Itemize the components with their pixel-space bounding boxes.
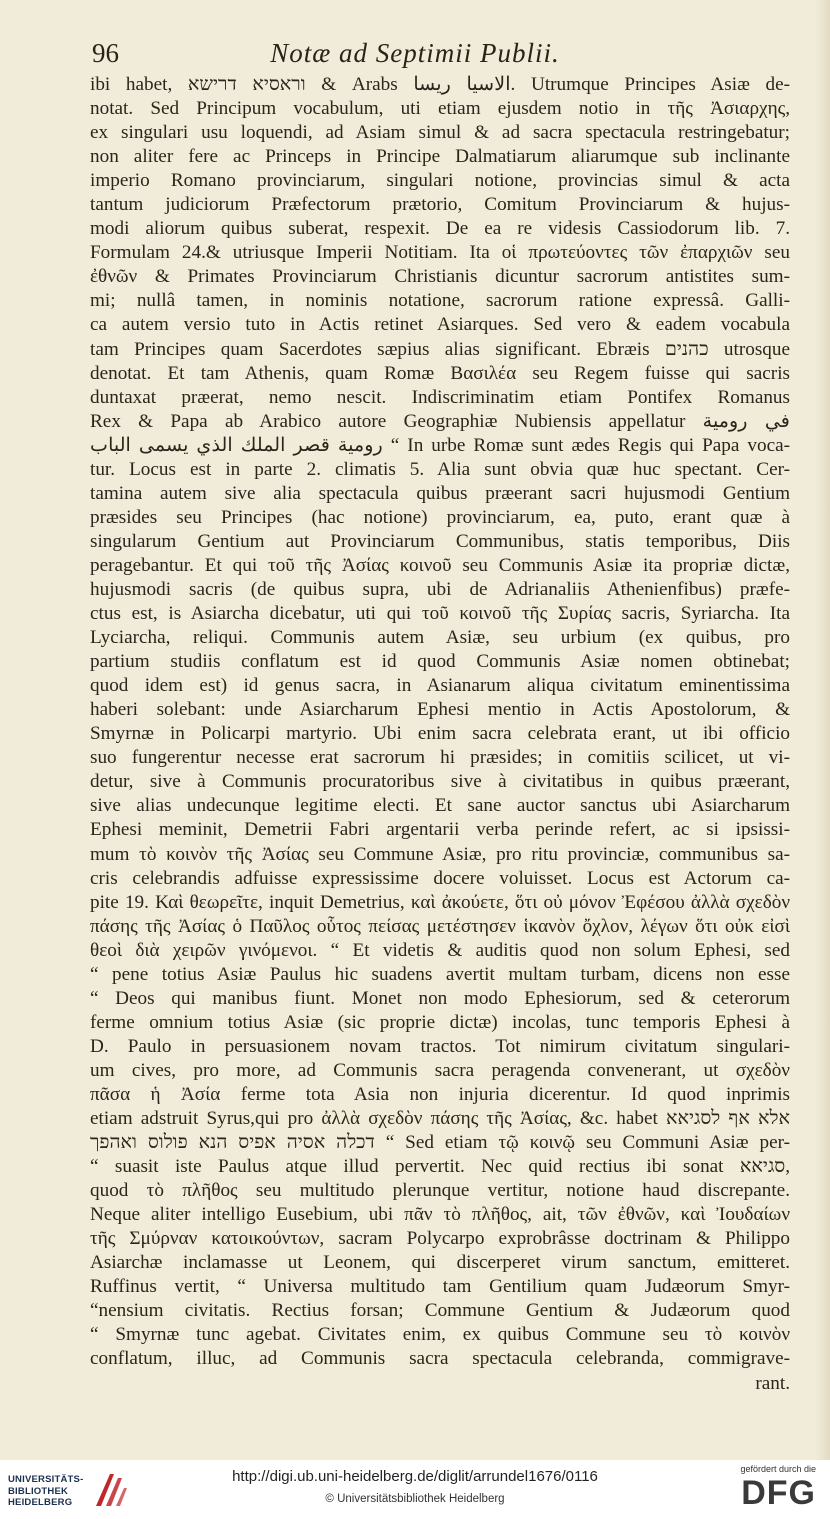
text-line: τῆς Σμύρναν κατοικούντων, sacram Polycarpo exprobrâsse doctrinam & Philippo	[90, 1228, 790, 1250]
text-line: ibi habet, וראסיא דרישא & Arabs الاسيا ريسا. Utrumque Principes Asiæ de-	[90, 74, 790, 95]
text-line: suo fungerentur necesse erat sacrorum hi præsides; in comitiis scilicet, ut vi-	[90, 747, 790, 769]
text-line: Ruffinus vertit, “ Universa multitudo tam Gentilium quam Judæorum Smyr-	[90, 1276, 790, 1298]
text-line: “ Deos qui manibus fiunt. Monet non modo Ephesiorum, sed & ceterorum	[90, 987, 790, 1009]
text-line: “ pene totius Asiæ Paulus hic suadens avertit multam turbam, dicens non esse	[90, 963, 790, 985]
text-line: partium studiis conflatum est id quod Communis Asiæ nomen obtinebat;	[90, 651, 790, 673]
text-line: ferme omnium totius Asiæ (sic proprie dictæ) incolas, tunc temporis Ephesi à	[90, 1011, 790, 1033]
text-line: θεοὶ διὰ χειρῶν γινόμενοι. “ Et videtis & auditis quod non solum Ephesi, sed	[90, 939, 790, 961]
running-head	[0, 38, 830, 78]
text-line: haberi solebant: unde Asiarcharum Ephesi mentio in Actis Apostolorum, &	[90, 699, 790, 721]
funder-caption: gefördert durch die	[740, 1464, 816, 1474]
text-line: cris celebrandis adfuisse expressissime docere voluisset. Locus est Actorum ca-	[90, 867, 790, 889]
text-line: ἐθνῶν & Primates Provinciarum Christianis dicuntur sacrorum antistites sum-	[90, 266, 790, 288]
copyright-notice: © Universitätsbibliothek Heidelberg	[325, 1493, 505, 1505]
text-line: mum τὸ κοινὸν τῆς Ἀσίας seu Commune Asiæ, pro ritu provinciæ, communibus sa-	[90, 843, 790, 865]
text-line: quod idem est) id genus sacra, in Asianarum aliqua civitatum eminentissima	[90, 675, 790, 697]
running-title: Notæ ad Septimii Publii.	[270, 38, 560, 68]
text-line: denotat. Et tam Athenis, quam Romæ Βασιλέα seu Regem fuisse qui sacris	[90, 362, 790, 384]
text-line: rant.	[755, 1372, 790, 1394]
text-line: Formulam 24.& utriusque Imperii Notitiam. Ita οἱ πρωτεύοντες τῶν ἐπαρχιῶν seu	[90, 242, 790, 264]
text-line: πᾶσα ἡ Ἀσία ferme tota Asia non injuria dicerentur. Id quod inprimis	[90, 1083, 790, 1105]
text-line: duntaxat præerat, nemo nescit. Indiscriminatim etiam Pontifex Romanus	[90, 386, 790, 408]
text-line: Ephesi meminit, Demetrii Fabri argentarii verba perinde refert, ac si ipsissi-	[90, 819, 790, 841]
text-line: tam Principes quam Sacerdotes sæpius alias significant. Ebræis כהנים utrosque	[90, 338, 790, 360]
text-line: דכלה אסיה אפיס הנא פולוס ואהפך “ Sed etiam τῷ κοινῷ seu Communi Asiæ per-	[90, 1132, 790, 1154]
text-line: Asiarchæ inclamasse ut Leonem, qui discerperet virum sanctum, emitteret.	[90, 1252, 790, 1274]
text-line: conflatum, illuc, ad Communis sacra spectacula celebranda, commigrave-	[90, 1348, 790, 1370]
text-line: Smyrnæ in Policarpi martyrio. Ubi enim sacra celebrata erant, ut ibi officio	[90, 723, 790, 745]
text-line: ex singulari usu loquendi, ad Asiam simul & ad sacra spectacula restringebatur;	[90, 122, 790, 144]
text-line: Lyciarcha, reliqui. Communis autem Asiæ, seu urbium (ex quibus, pro	[90, 627, 790, 649]
library-logo-text: UNIVERSITÄTS- BIBLIOTHEK HEIDELBERG	[8, 1474, 84, 1508]
dfg-funder-logo[interactable]	[726, 1464, 816, 1516]
text-line: modi aliorum quibus suberat, respexit. De ea re videsis Cassiodorum lib. 7.	[90, 218, 790, 240]
text-line: hujusmodi sacris (de quibus supra, ubi de Adrianaliis Athenienfibus) præfe-	[90, 578, 790, 600]
text-line: “ suasit iste Paulus atque illud pervertit. Nec quid rectius ibi sonat סגיאא,	[90, 1156, 790, 1178]
text-line: ctus est, is Asiarcha dicebatur, uti qui τοῦ κοινοῦ τῆς Συρίας sacris, Syriarcha. Ita	[90, 603, 790, 625]
text-line: detur, sive à Communis procuratoribus sive à civitatibus in quibus præerant,	[90, 771, 790, 793]
text-line: رومية قصر الملك الذي يسمى الباب “ In urbe Romæ sunt ædes Regis qui Papa voca-	[90, 434, 790, 456]
text-line: non aliter fere ac Princeps in Principe Dalmatiarum aliarumque sub inclinante	[90, 146, 790, 168]
text-line: πάσης τῆς Ἀσίας ὁ Παῦλος οὗτος πείσας μετέστησεν ἱκανὸν ὄχλον, λέγων ὅτι οὐκ εἰσὶ	[90, 915, 790, 937]
text-line: tamina autem sive alia spectacula quibus præerant sacri hujusmodi Gentium	[90, 482, 790, 504]
permalink-url[interactable]: http://digi.ub.uni-heidelberg.de/diglit/arrundel1676/0116	[232, 1468, 598, 1485]
text-line: mi; nullâ tamen, in nominis notatione, sacrorum ratione expressâ. Galli-	[90, 290, 790, 312]
text-line: imperio Romano provinciarum, singulari notione, provincias simul & acta	[90, 170, 790, 192]
viewer-footer	[0, 1460, 830, 1519]
text-line: ca autem versio tuto in Actis retinet Asiarques. Sed vero & eadem vocabula	[90, 314, 790, 336]
text-line: D. Paulo in persuasionem novam tractos. Tot nimirum civitatum singulari-	[90, 1035, 790, 1057]
text-line: sive alias undecunque legitime electi. Et sane auctor sanctus ubi Asiarcharum	[90, 795, 790, 817]
page-number: 96	[92, 38, 119, 68]
text-line: etiam adstruit Syrus,qui pro ἀλλὰ σχεδὸν πάσης τῆς Ἀσίας, &c. habet אלא אף לסגיאא	[90, 1108, 790, 1130]
text-line: quod τὸ πλῆθος seu multitudo plerunque vertitur, notione haud discrepante.	[90, 1180, 790, 1202]
text-line: notat. Sed Principum vocabulum, uti etiam ejusdem notio in τῆς Ἀσιαρχης,	[90, 98, 790, 120]
text-line: Neque aliter intelligo Eusebium, ubi πᾶν τὸ πλῆθος, ait, τῶν ἐθνῶν, καὶ Ἰουδαίων	[90, 1204, 790, 1226]
text-line: “nensium civitatis. Rectius forsan; Commune Gentium & Judæorum quod	[90, 1300, 790, 1322]
text-line: singularum Gentium aut Provinciarum Communibus, statis temporibus, Diis	[90, 530, 790, 552]
dfg-logo-text: DFG	[741, 1474, 816, 1512]
text-line: um cives, pro more, ad Communis sacra peragenda convenerant, ut σχεδὸν	[90, 1059, 790, 1081]
text-line: præsides seu Principes (hac notione) provinciarum, ea, puto, erant quæ à	[90, 506, 790, 528]
page-edge-shadow	[816, 0, 830, 1460]
text-line: Rex & Papa ab Arabico autore Geographiæ Nubiensis appellatur في رومية	[90, 410, 790, 432]
body-text	[90, 73, 790, 1396]
text-line: pite 19. Καὶ θεωρεῖτε, inquit Demetrius, καὶ ἀκούετε, ὅτι οὐ μόνον Ἐφέσου ἀλλὰ σχεδὸν	[90, 891, 790, 913]
text-line: tantum judiciorum Præfectorum prætorio, Comitum Provinciarum & hujus-	[90, 194, 790, 216]
text-line: peragebantur. Et qui τοῦ τῆς Ἀσίας κοινοῦ seu Communis Asiæ ita propriæ dictæ,	[90, 554, 790, 576]
text-line: “ Smyrnæ tunc agebat. Civitates enim, ex quibus Commune seu τὸ κοινὸν	[90, 1324, 790, 1346]
text-line: tur. Locus est in parte 2. climatis 5. Alia sunt obvia quæ huc spectant. Cer-	[90, 458, 790, 480]
